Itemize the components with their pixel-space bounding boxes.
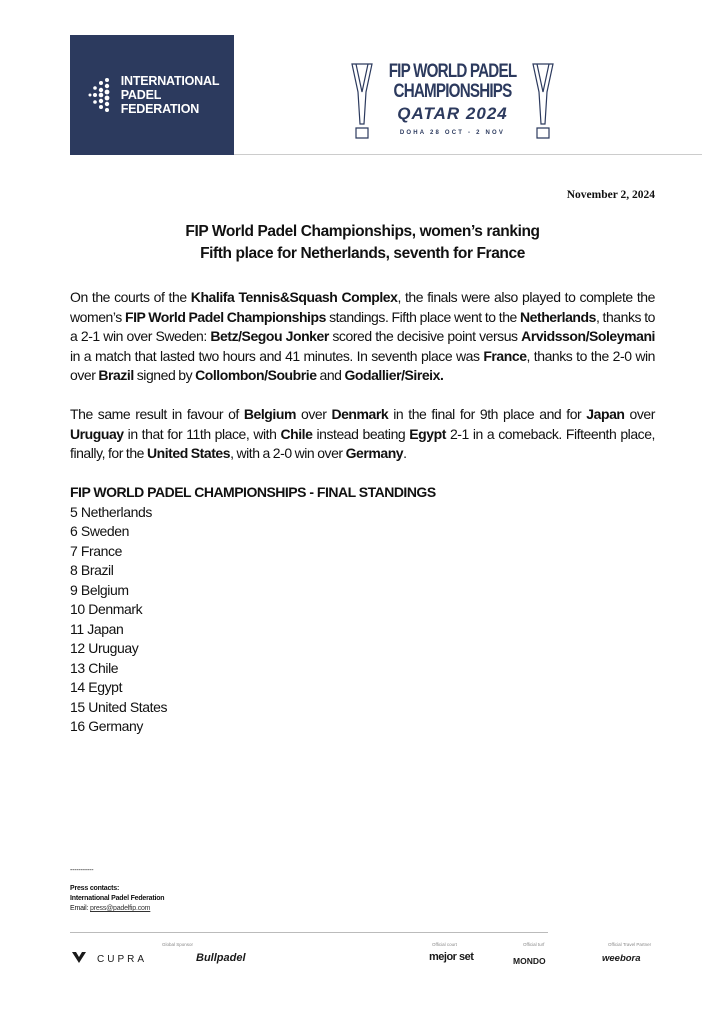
event-logo-line1: FIP WORLD PADEL: [388, 61, 517, 82]
mondo-logo: MONDO: [513, 956, 546, 966]
sponsor-label-travel: Official Travel Partner: [608, 942, 652, 947]
standings-list: [70, 503, 655, 737]
event-logo-line2: CHAMPIONSHIPS: [393, 81, 512, 102]
bullpadel-logo: Bullpadel: [196, 952, 246, 964]
standings-item: 13 Chile: [70, 659, 119, 676]
standings-item: 15 United States: [70, 698, 168, 715]
standings-heading: FIP WORLD PADEL CHAMPIONSHIPS - FINAL STANDINGS: [70, 484, 436, 500]
text-segment: , thanks to a 2-1 win over Sweden:: [70, 308, 655, 344]
text-segment: in the final for 9th place and for: [388, 406, 587, 422]
email-link[interactable]: press@padelfip.com: [90, 905, 151, 912]
logo-line: FEDERATION: [120, 102, 200, 116]
standings-item: 16 Germany: [70, 718, 144, 734]
body-paragraph: [70, 288, 655, 386]
press-label: Press contacts:: [70, 885, 120, 892]
text-segment: On the courts of the: [70, 289, 191, 305]
text-segment: .: [403, 445, 407, 461]
standings-item: 12 Uruguay: [70, 640, 139, 656]
sponsor-label-court: Official court: [432, 942, 457, 947]
text-segment: 2-1 in a comeback. Fifteenth place, finally, for the: [70, 425, 655, 461]
article-body: [70, 288, 655, 737]
press-org: International Padel Federation: [70, 895, 165, 902]
text-segment: over: [295, 406, 332, 422]
sponsor-label-turf: Official turf: [523, 942, 545, 947]
bold-text: Egypt: [409, 425, 446, 442]
footer-divider: [70, 932, 548, 933]
standings-item: 6 Sweden: [70, 523, 130, 539]
bold-text: United States: [146, 445, 231, 461]
text-segment: signed by: [133, 367, 196, 383]
headline: FIP World Padel Championships, women’s ranking: [185, 223, 540, 240]
press-contacts: [70, 866, 164, 914]
bold-text: FIP World Padel Championships: [124, 308, 326, 325]
standings-item: 8 Brazil: [70, 562, 114, 578]
text-segment: and: [316, 367, 345, 383]
standings-item: 10 Denmark: [70, 601, 143, 617]
bold-text: Arvidsson/Soleymani: [521, 328, 655, 344]
standings-item: 11 Japan: [70, 620, 124, 637]
standings-item: 9 Belgium: [70, 581, 129, 598]
event-logo: [350, 62, 555, 142]
standings-item: 5 Netherlands: [70, 503, 152, 520]
mejorset-logo: mejor set: [429, 951, 474, 963]
padel-ball-dots-icon: [85, 74, 115, 116]
text-segment: The same result in favour of: [70, 406, 244, 422]
standings-item: 14 Egypt: [70, 679, 123, 695]
cupra-logo: CUPRA: [97, 954, 148, 965]
logo-line: PADEL: [120, 88, 162, 102]
bold-text: France: [483, 347, 527, 364]
sponsor-label-global: Global Sponsor: [162, 942, 194, 947]
text-segment: in a match that lasted two hours and 41 minutes. In seventh place was: [70, 347, 484, 364]
text-segment: , the finals were also played to complete the women’s: [70, 289, 655, 325]
bold-text: Denmark: [331, 406, 389, 422]
text-segment: , with a 2-0 win over: [230, 445, 346, 461]
text-segment: scored the decisive point versus: [328, 328, 522, 344]
bold-text: Godallier/Sireix.: [344, 367, 444, 383]
bold-text: Brazil: [98, 367, 134, 383]
bold-text: Belgium: [243, 406, 296, 422]
text-segment: in that for 11th place, with: [123, 425, 281, 442]
logo-line: INTERNATIONAL: [120, 74, 220, 88]
text-segment: instead beating: [312, 425, 410, 442]
bold-text: Germany: [345, 445, 404, 461]
event-logo-line3: QATAR 2024: [397, 104, 508, 123]
standings-item: 7 France: [70, 542, 123, 559]
bold-text: Collombon/Soubrie: [195, 367, 317, 383]
bold-text: Japan: [586, 406, 625, 422]
bold-text: Uruguay: [70, 425, 124, 442]
subheadline: Fifth place for Netherlands, seventh for France: [200, 245, 525, 262]
separator: -----------: [70, 867, 94, 874]
bold-text: Chile: [280, 425, 313, 442]
body-paragraph: [70, 405, 655, 464]
text-segment: standings. Fifth place went to the: [325, 308, 520, 325]
event-logo-line4: DOHA 28 OCT - 2 NOV: [399, 130, 506, 136]
cupra-emblem-icon: [71, 951, 87, 964]
email-label: Email:: [70, 905, 90, 912]
bold-text: Khalifa Tennis&Squash Complex: [190, 289, 398, 305]
text-segment: over: [624, 406, 655, 422]
header-divider: [234, 154, 702, 155]
trophy-icon: [531, 62, 555, 140]
text-segment: , thanks to the 2-0 win over: [70, 347, 655, 383]
press-release-date: November 2, 2024: [566, 189, 655, 201]
weebora-logo: weebora: [602, 953, 641, 964]
bold-text: Netherlands: [520, 308, 596, 325]
fip-logo: [70, 35, 234, 155]
bold-text: Betz/Segou Jonker: [210, 328, 329, 344]
